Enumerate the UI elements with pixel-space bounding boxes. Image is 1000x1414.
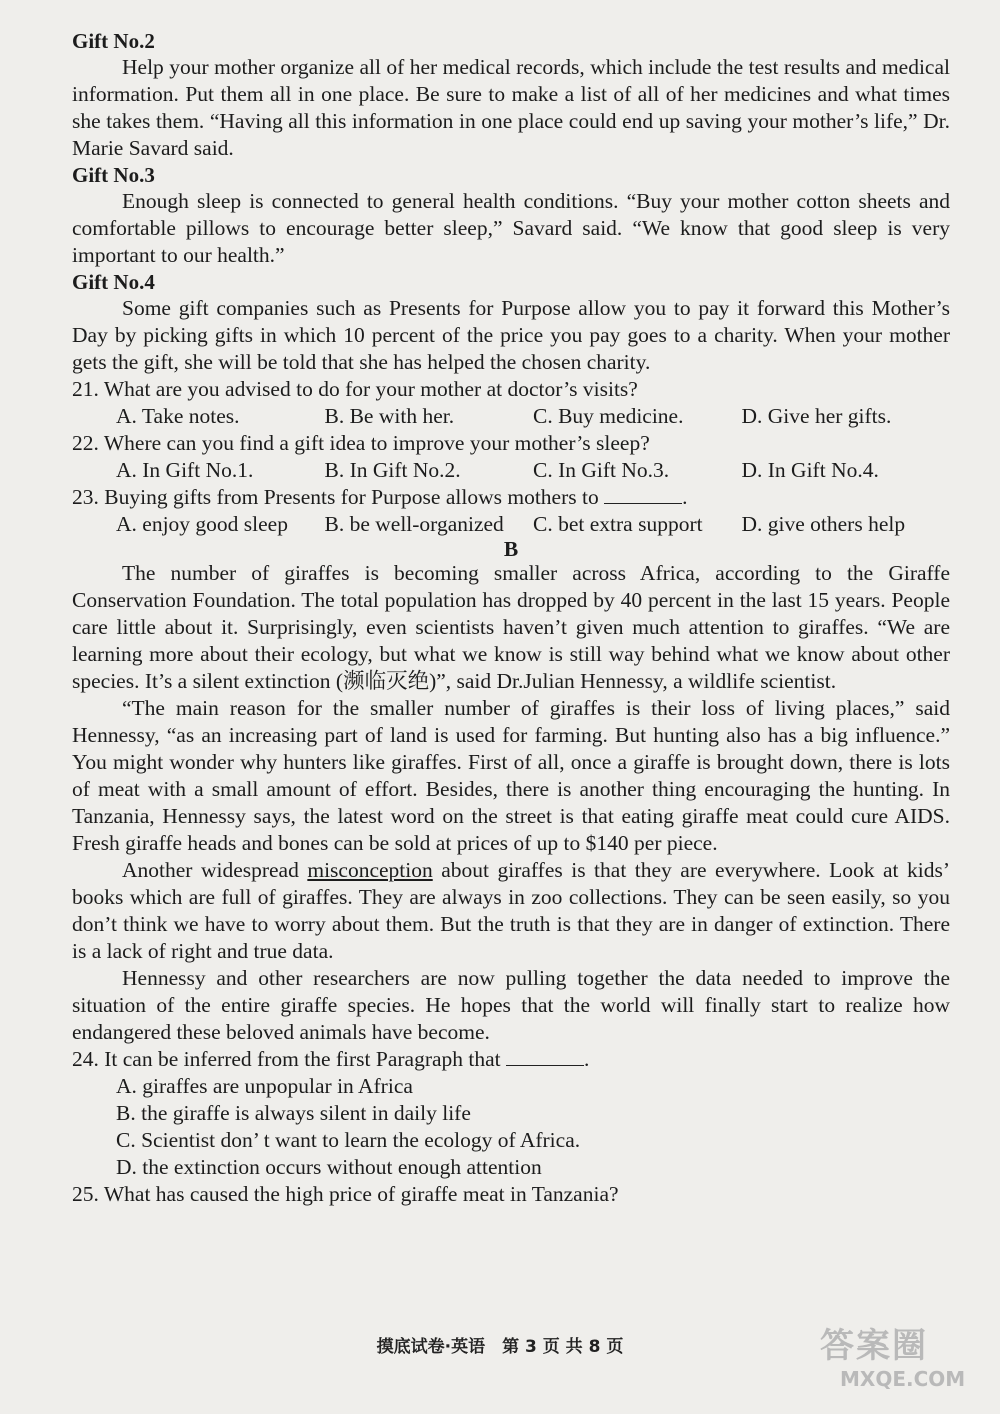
question-23-option-d[interactable]: D. give others help [741, 512, 906, 536]
exam-page [72, 28, 950, 1208]
question-21-stem: 21. What are you advised to do for your mother at doctor’s visits? [72, 377, 638, 401]
gift4-title: Gift No.4 [72, 270, 155, 294]
passage-b-paragraph-1: The number of giraffes is becoming smaller across Africa, according to the Giraffe Conservation Foundation. The total population has dropped by 40 percent in the last 15 years. People care little about it. Surprisingly, even scientists haven’t given much attention to giraffes. “We are learning more about their ecology, but what we know is still way behind what we know about other species. It’s a silent extinction (濒临灭绝)”, said Dr.Julian Hennessy, a wildlife scientist. [72, 561, 950, 693]
gift4-paragraph: Some gift companies such as Presents for Purpose allow you to pay it forward this Mother’s Day by picking gifts in which 10 percent of the price you pay goes to a charity. When your mother gets the gift, she will be told that she has helped the chosen charity. [72, 296, 950, 374]
section-b-heading: B [503, 537, 519, 561]
question-21-option-d[interactable]: D. Give her gifts. [741, 404, 892, 428]
answer-blank [506, 1047, 584, 1066]
question-21-options [116, 403, 950, 430]
passage-b-paragraph-4: Hennessy and other researchers are now pulling together the data needed to improve the situation of the entire giraffe species. He hopes that the world will finally start to realize how endangered these beloved animals have become. [72, 966, 950, 1044]
question-22-stem: 22. Where can you find a gift idea to improve your mother’s sleep? [72, 431, 650, 455]
question-25-stem: 25. What has caused the high price of giraffe meat in Tanzania? [72, 1182, 619, 1206]
watermark-bottom-text: MXQE.COM [840, 1367, 966, 1391]
question-23-end: . [682, 485, 688, 509]
question-21-option-c[interactable]: C. Buy medicine. [533, 404, 684, 428]
watermark-logo [820, 1318, 980, 1404]
question-23-option-b[interactable]: B. be well-organized [324, 512, 504, 536]
passage-b-paragraph-3 [72, 857, 950, 965]
gift2-title: Gift No.2 [72, 29, 155, 53]
question-22-option-c[interactable]: C. In Gift No.3. [533, 458, 670, 482]
question-23-stem: 23. Buying gifts from Presents for Purpose allows mothers to [72, 485, 599, 509]
paragraph-3-lead: Another widespread [122, 858, 308, 882]
question-23-option-a[interactable]: A. enjoy good sleep [116, 512, 288, 536]
question-24-stem: 24. It can be inferred from the first Paragraph that [72, 1047, 501, 1071]
gift3-title: Gift No.3 [72, 163, 155, 187]
gift2-paragraph: Help your mother organize all of her medical records, which include the test results and medical information. Put them all in one place. Be sure to make a list of all of her medicines and what times she takes them. “Having all this information in one place could end up saving your mother’s life,” Dr. Marie Savard said. [72, 55, 950, 160]
question-24-stem-line [72, 1046, 950, 1073]
question-23-options [116, 511, 950, 538]
question-21-option-b[interactable]: B. Be with her. [324, 404, 455, 428]
question-24-options [116, 1073, 950, 1181]
question-22-option-a[interactable]: A. In Gift No.1. [116, 458, 254, 482]
gift3-paragraph: Enough sleep is connected to general health conditions. “Buy your mother cotton sheets and comfortable pillows to encourage better sleep,” Savard said. “We know that good sleep is very important to our health.” [72, 189, 950, 267]
question-21-option-a[interactable]: A. Take notes. [116, 404, 240, 428]
question-24-option-a[interactable]: A. giraffes are unpopular in Africa [116, 1074, 413, 1098]
paragraph-3-rest: about giraffes is that they are everywhere. Look at kids’ books which are full of giraffes. They are always in zoo collections. They can be seen easily, so you don’t think we have to worry about them. But the truth is that they are in danger of extinction. There is a lack of right and true data. [72, 858, 951, 963]
question-24-end: . [584, 1047, 590, 1071]
question-23-option-c[interactable]: C. bet extra support [533, 512, 703, 536]
passage-b-paragraph-2: “The main reason for the smaller number of giraffes is their loss of living places,” said Hennessy, “as an increasing part of land is used for farming. But hunting also has a big influence.” You might wonder why hunters like giraffes. First of all, once a giraffe is brought down, there is lots of meat with a small amount of effort. Besides, there is another thing encouraging the hunting. In Tanzania, Hennessy says, the latest word on the street is that eating giraffe meat could cure AIDS. Fresh giraffe heads and bones can be sold at prices of up to $140 per piece. [72, 696, 950, 855]
page-footer: 摸底试卷·英语 第 3 页 共 8 页 [376, 1337, 624, 1357]
question-22-options [116, 457, 950, 484]
question-22-option-b[interactable]: B. In Gift No.2. [324, 458, 461, 482]
underlined-word: misconception [307, 858, 433, 882]
question-24-option-c[interactable]: C. Scientist don’ t want to learn the ecology of Africa. [116, 1128, 581, 1152]
question-22-option-d[interactable]: D. In Gift No.4. [741, 458, 879, 482]
watermark-top-text: 答案圈 [820, 1326, 928, 1366]
question-24-option-b[interactable]: B. the giraffe is always silent in daily life [116, 1101, 471, 1125]
question-23-stem-line [72, 484, 950, 511]
answer-blank [604, 485, 682, 504]
question-24-option-d[interactable]: D. the extinction occurs without enough attention [116, 1155, 542, 1179]
